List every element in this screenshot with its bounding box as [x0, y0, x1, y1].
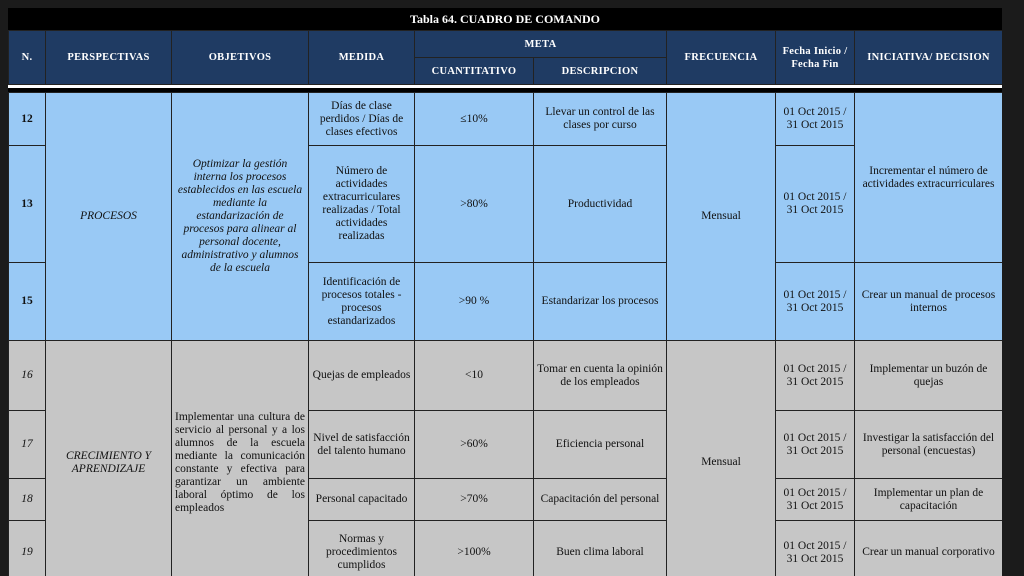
cuantitativo-cell: >80%	[415, 146, 534, 263]
header-medida: MEDIDA	[309, 31, 415, 85]
cuantitativo-cell: ≤10%	[415, 93, 534, 146]
descripcion-cell: Llevar un control de las clases por curso	[534, 93, 667, 146]
row-number: 12	[9, 93, 46, 146]
medida-cell: Número de actividades extracurriculares realizadas / Total actividades realizadas	[309, 146, 415, 263]
header-frecuencia: FRECUENCIA	[667, 31, 776, 85]
iniciativa-cell: Incrementar el número de actividades extracurriculares	[855, 93, 1003, 263]
document-frame	[8, 8, 1002, 576]
medida-cell: Quejas de empleados	[309, 341, 415, 411]
descripcion-cell: Capacitación del personal	[534, 479, 667, 521]
iniciativa-cell: Implementar un plan de capacitación	[855, 479, 1003, 521]
table-row	[9, 93, 1003, 146]
header-cuantitativo: CUANTITATIVO	[415, 58, 534, 85]
row-number: 19	[9, 521, 46, 576]
descripcion-cell: Productividad	[534, 146, 667, 263]
row-number: 15	[9, 263, 46, 341]
descripcion-cell: Estandarizar los procesos	[534, 263, 667, 341]
frecuencia-cell: Mensual	[667, 93, 776, 341]
cuantitativo-cell: >60%	[415, 411, 534, 479]
medida-cell: Identificación de procesos totales - procesos estandarizados	[309, 263, 415, 341]
descripcion-cell: Eficiencia personal	[534, 411, 667, 479]
descripcion-cell: Tomar en cuenta la opinión de los empleados	[534, 341, 667, 411]
descripcion-cell: Buen clima laboral	[534, 521, 667, 576]
body-table	[8, 92, 1002, 576]
perspectiva-cell: CRECIMIENTO Y APRENDIZAJE	[46, 341, 172, 576]
row-number: 18	[9, 479, 46, 521]
fecha-cell: 01 Oct 2015 / 31 Oct 2015	[776, 146, 855, 263]
table-title: Tabla 64. CUADRO DE COMANDO	[8, 8, 1002, 30]
frecuencia-cell: Mensual	[667, 341, 776, 576]
fecha-cell: 01 Oct 2015 / 31 Oct 2015	[776, 521, 855, 576]
medida-cell: Personal capacitado	[309, 479, 415, 521]
fecha-cell: 01 Oct 2015 / 31 Oct 2015	[776, 263, 855, 341]
row-number: 16	[9, 341, 46, 411]
perspectiva-cell: PROCESOS	[46, 93, 172, 341]
cuantitativo-cell: >70%	[415, 479, 534, 521]
iniciativa-cell: Implementar un buzón de quejas	[855, 341, 1003, 411]
iniciativa-cell: Crear un manual corporativo	[855, 521, 1003, 576]
header-fecha: Fecha Inicio / Fecha Fin	[776, 31, 855, 85]
table-row	[9, 341, 1003, 411]
objetivo-cell: Optimizar la gestión interna los procesos establecidos en las escuela mediante la estandarización de procesos para alinear al personal docente, administrativo y alumnos de la escuela	[172, 93, 309, 341]
cuantitativo-cell: <10	[415, 341, 534, 411]
fecha-cell: 01 Oct 2015 / 31 Oct 2015	[776, 479, 855, 521]
cuantitativo-cell: >90 %	[415, 263, 534, 341]
header-iniciativa: INICIATIVA/ DECISION	[855, 31, 1002, 85]
row-number: 17	[9, 411, 46, 479]
fecha-cell: 01 Oct 2015 / 31 Oct 2015	[776, 341, 855, 411]
header-table	[8, 30, 1002, 85]
objetivo-cell: Implementar una cultura de servicio al personal y a los alumnos de la escuela mediante la comunicación constante y efectiva para garantizar un ambiente laboral óptimo de los empleados	[172, 341, 309, 576]
iniciativa-cell: Investigar la satisfacción del personal (encuestas)	[855, 411, 1003, 479]
medida-cell: Normas y procedimientos cumplidos	[309, 521, 415, 576]
medida-cell: Días de clase perdidos / Días de clases efectivos	[309, 93, 415, 146]
medida-cell: Nivel de satisfacción del talento humano	[309, 411, 415, 479]
header-objetivos: OBJETIVOS	[172, 31, 309, 85]
row-number: 13	[9, 146, 46, 263]
iniciativa-cell: Crear un manual de procesos internos	[855, 263, 1003, 341]
header-perspectivas: PERSPECTIVAS	[46, 31, 172, 85]
header-n: N.	[9, 31, 46, 85]
header-descripcion: DESCRIPCION	[534, 58, 667, 85]
fecha-cell: 01 Oct 2015 / 31 Oct 2015	[776, 93, 855, 146]
header-meta: META	[415, 31, 667, 58]
fecha-cell: 01 Oct 2015 / 31 Oct 2015	[776, 411, 855, 479]
cuantitativo-cell: >100%	[415, 521, 534, 576]
